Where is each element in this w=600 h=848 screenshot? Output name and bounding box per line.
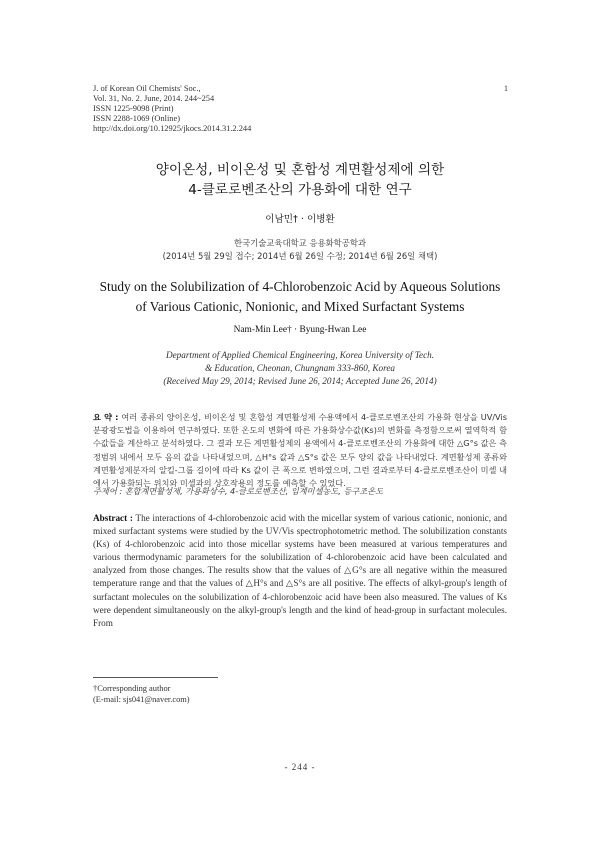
english-affiliation	[60, 349, 540, 388]
issn-online: ISSN 2288-1069 (Online)	[93, 114, 181, 123]
footnote	[93, 683, 190, 705]
english-title	[60, 277, 540, 316]
english-abstract-label: Abstract :	[93, 513, 133, 523]
english-affiliation-line2: & Education, Cheonan, Chungnam 333-860, Korea	[204, 363, 396, 373]
page-footer: - 244 -	[284, 762, 316, 772]
footnote-divider	[93, 677, 218, 678]
footnote-email: (E-mail: sjs041@naver.com)	[93, 695, 190, 704]
korean-dates: (2014년 5월 29일 접수; 2014년 6월 26일 수정; 2014년 6월 26일 채택)	[162, 250, 438, 261]
korean-title	[60, 160, 540, 200]
korean-abstract-label: 요 약 :	[93, 412, 119, 422]
english-abstract	[93, 512, 507, 630]
korean-affiliation-name: 한국기술교육대학교 응용화학공학과	[233, 238, 367, 248]
korean-affiliation	[60, 237, 540, 262]
english-dates: (Received May 29, 2014; Revised June 26, 2014; Accepted June 26, 2014)	[163, 376, 437, 386]
english-abstract-text: The interactions of 4-chlorobenzoic acid with the micellar system of various cationic, nonionic, and mixed surfactant systems were studied by the UV/Vis spectrophotometric method. The solubilization constants (Ks) of 4-chlorobenzoic acid into those micellar systems have been measured at various temperatures and various thermodynamic parameters for the solubilization of 4-chlorobenzoic acid have been calculated and analyzed from those changes. The results show that the values of △G°s are all negative within the measured temperature range and that the values of △H°s and △S°s are all positive. The effects of alkyl-group's length of surfactant molecules on the solubilization of 4-chlorobenzoic acid have been also measured. The values of Ks were dependent simultaneously on the alkyl-group's length and the kind of head-group in surfactant molecules. From	[93, 513, 507, 628]
english-title-line2: of Various Cationic, Nonionic, and Mixed Surfactant Systems	[135, 298, 465, 314]
english-authors: Nam-Min Lee† · Byung-Hwan Lee	[233, 325, 367, 335]
korean-title-line1: 양이온성, 비이온성 및 혼합성 계면활성제에 의한	[155, 162, 445, 178]
korean-abstract-text: 여러 종류의 양이온성, 비이온성 및 혼합성 계면활성제 수용액에서 4-클로로벤조산의 가용화 현상을 UV/Vis 분광광도법을 이용하여 연구하였다. 또한 온도의 변화에 따른 가용화상수값(Ks)의 변화를 측정함으로써 열역학적 함수값들을 계산하고 분석하였다. 그 결과 모든 계면활성제의 용액에서 4-클로로벤조산의 가용화에 대한 △G°s 값은 측정범위 내에서 모두 음의 값을 나타내었으며, △H°s 값과 △S°s 값은 모두 양의 값을 나타내었다. 계면활성제 종류와 계면활성제분자의 알킬-그룹 길이에 따라 Ks 값이 큰 폭으로 변하였으며, 그런 결과로부터 4-클로로벤조산이 미셀 내에서 가용화되는 위치와 미셀과의 상호작용의 정도를 예측할 수 있었다.	[93, 412, 508, 489]
english-title-line1: Study on the Solubilization of 4-Chlorobenzoic Acid by Aqueous Solutions	[99, 279, 501, 294]
korean-keywords-text: 혼합계면활성제, 가용화상수, 4-클로로벤조산, 임계미셀농도, 등구조온도	[124, 486, 384, 496]
journal-volume: Vol. 31, No. 2. June, 2014. 244~254	[93, 94, 215, 103]
korean-keywords-label: 주제어 :	[93, 486, 123, 496]
issn-print: ISSN 1225-9098 (Print)	[93, 104, 174, 113]
english-affiliation-line1: Department of Applied Chemical Engineering, Korea University of Tech.	[165, 350, 435, 360]
korean-authors: 이남민† · 이병환	[265, 214, 335, 225]
korean-keywords	[93, 486, 507, 497]
doi-link[interactable]: http://dx.doi.org/10.12925/jkocs.2014.31.2.244	[93, 124, 252, 133]
page-number: 1	[503, 84, 508, 93]
korean-title-line2: 4-클로로벤조산의 가용화에 대한 연구	[188, 182, 412, 198]
journal-header	[93, 84, 251, 134]
journal-name: J. of Korean Oil Chemists' Soc.,	[93, 84, 201, 93]
footnote-corresponding: †Corresponding author	[93, 684, 171, 693]
korean-abstract	[93, 411, 507, 490]
